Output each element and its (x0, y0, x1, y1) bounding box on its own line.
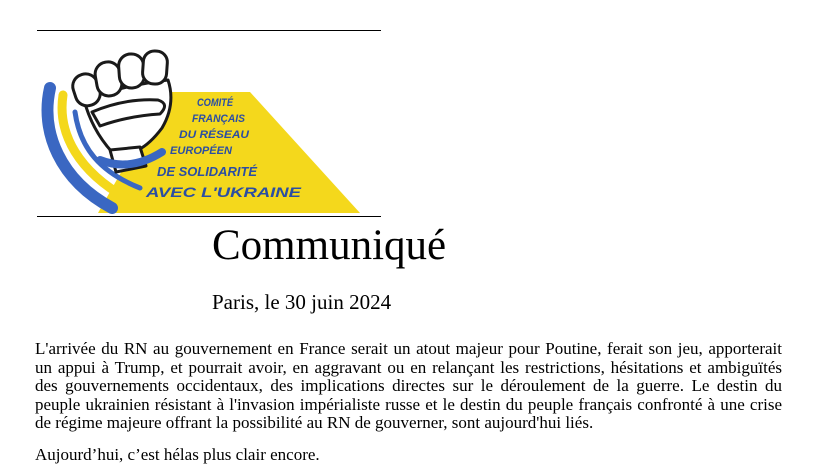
body-line: peuple ukrainien résistant à l'invasion impérialiste russe et le destin du peuple français confronté à une crise (35, 394, 782, 414)
body-paragraph-closing: Aujourd’hui, c’est hélas plus clair encore. (35, 445, 320, 464)
body-line: un appui à Trump, et pourrait avoir, en aggravant ou en relançant les restrictions, hésitations et ambiguïtés (35, 357, 782, 377)
body-line: de régime majeure offrant la possibilité au RN de gouverner, sont aujourd'hui liés. (35, 413, 594, 432)
logo (0, 0, 816, 230)
body-line: L'arrivée du RN au gouvernement en France serait un atout majeur pour Poutine, ferait son jeu, apporterait (35, 339, 782, 358)
page-title: Communiqué (212, 222, 447, 269)
fist-finger (118, 53, 145, 89)
logo-text-line: EUROPÉEN (170, 145, 232, 157)
body-line: des gouvernements occidentaux, des implications directes sur le déroulement de la guerre. Le destin du (35, 376, 782, 395)
logo-text-line: FRANÇAIS (192, 113, 246, 125)
body-paragraph (35, 340, 782, 433)
fist-finger (142, 50, 168, 85)
logo-text-line: COMITÉ (197, 97, 240, 109)
logo-text-line: DE SOLIDARITÉ (157, 164, 258, 179)
dateline: Paris, le 30 juin 2024 (212, 290, 392, 314)
bottom-rule (37, 216, 381, 217)
logo-text-line: AVEC L'UKRAINE (144, 184, 302, 200)
logo-text-line: DU RÉSEAU (179, 129, 244, 141)
